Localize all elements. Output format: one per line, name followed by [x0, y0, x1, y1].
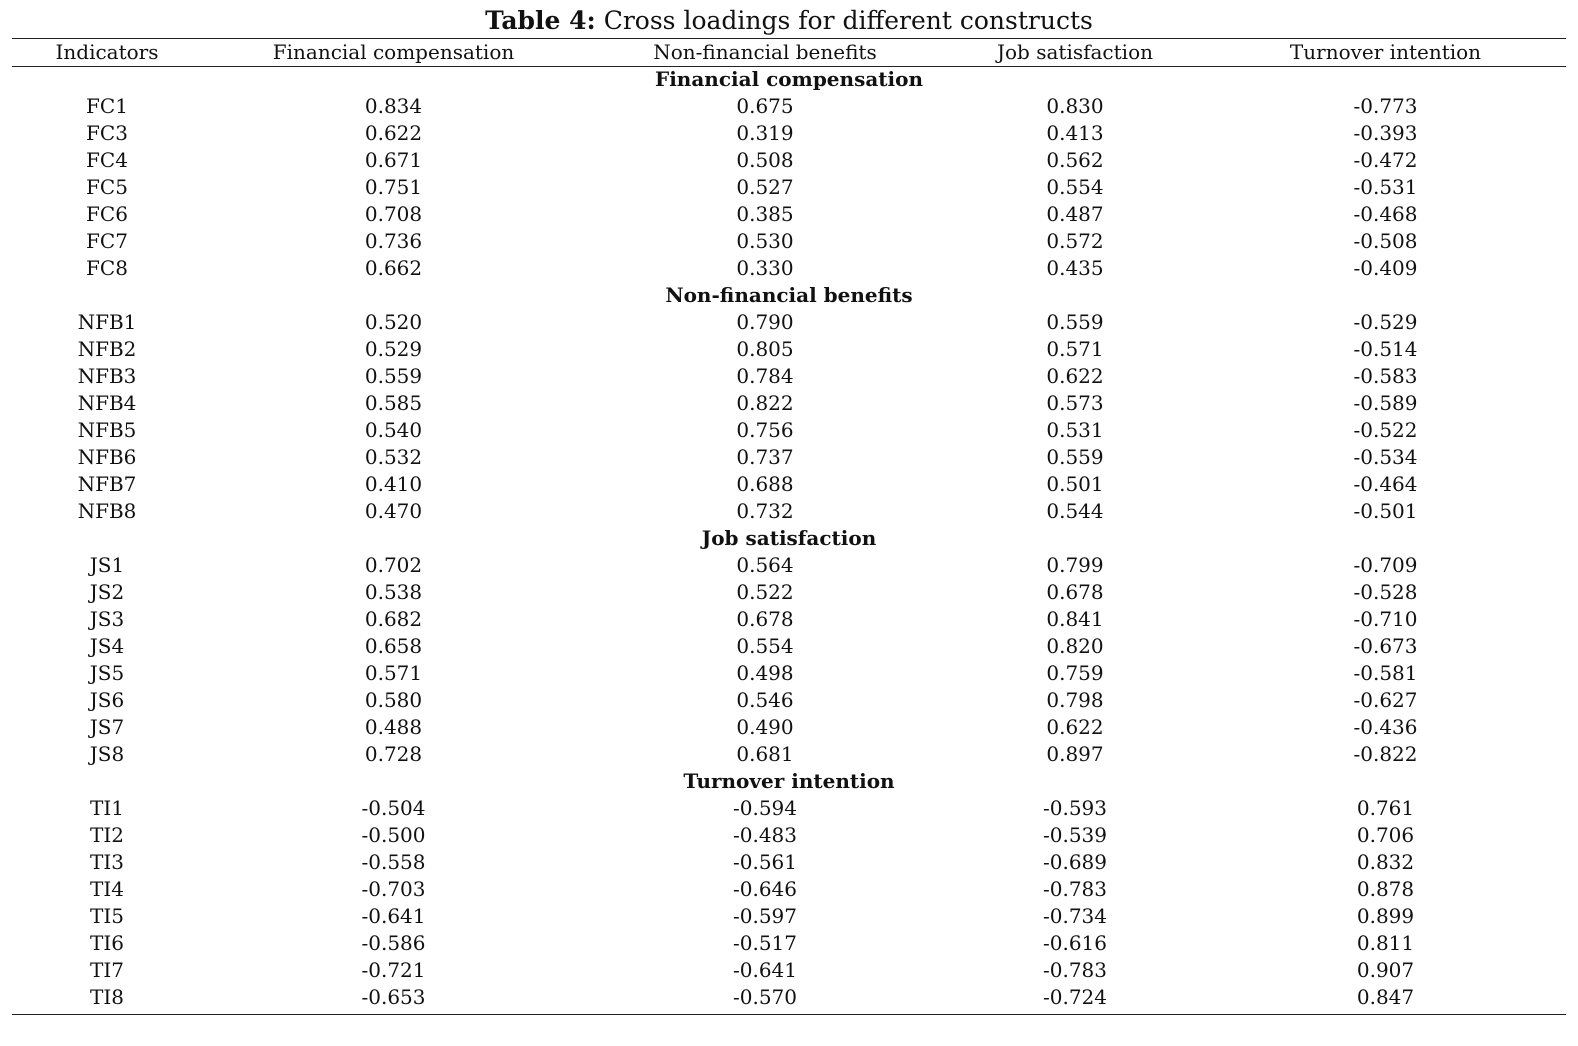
indicator-cell: TI6	[90, 931, 124, 955]
financial-compensation-cell: 0.702	[364, 553, 423, 577]
indicator-cell: TI5	[90, 904, 124, 928]
turnover-intention-cell: -0.393	[1353, 121, 1418, 145]
turnover-intention-cell: -0.583	[1353, 364, 1418, 388]
job-satisfaction-cell: 0.573	[1046, 391, 1104, 415]
table-row	[12, 471, 1566, 498]
non-financial-benefits-cell: -0.561	[732, 850, 797, 874]
table-row	[12, 687, 1566, 714]
table-body	[12, 66, 1566, 1011]
job-satisfaction-cell: 0.572	[1046, 229, 1104, 253]
turnover-intention-cell: -0.468	[1353, 202, 1418, 226]
non-financial-benefits-cell: -0.570	[732, 985, 797, 1009]
turnover-intention-cell: -0.501	[1353, 499, 1418, 523]
financial-compensation-cell: -0.500	[361, 823, 426, 847]
group-header-row	[12, 525, 1566, 552]
table-row	[12, 120, 1566, 147]
job-satisfaction-cell: -0.616	[1042, 931, 1107, 955]
indicator-cell: JS2	[89, 580, 125, 604]
group-title: Job satisfaction	[701, 526, 877, 550]
job-satisfaction-cell: 0.798	[1046, 688, 1104, 712]
financial-compensation-cell: 0.622	[364, 121, 423, 145]
turnover-intention-cell: -0.531	[1353, 175, 1418, 199]
column-header-financial-compensation: Financial compensation	[272, 40, 515, 64]
job-satisfaction-cell: 0.435	[1046, 256, 1104, 280]
financial-compensation-cell: 0.682	[364, 607, 423, 631]
indicator-cell: NFB8	[77, 499, 137, 523]
job-satisfaction-cell: -0.724	[1042, 985, 1107, 1009]
indicator-cell: JS5	[89, 661, 125, 685]
job-satisfaction-cell: 0.544	[1046, 499, 1104, 523]
indicator-cell: NFB6	[77, 445, 137, 469]
indicator-cell: JS4	[89, 634, 125, 658]
table-caption-text: Cross loadings for different constructs	[603, 6, 1093, 35]
job-satisfaction-cell: 0.487	[1046, 202, 1104, 226]
table-row	[12, 174, 1566, 201]
non-financial-benefits-cell: 0.530	[736, 229, 794, 253]
turnover-intention-cell: -0.514	[1353, 337, 1418, 361]
job-satisfaction-cell: 0.562	[1046, 148, 1104, 172]
non-financial-benefits-cell: 0.737	[736, 445, 794, 469]
turnover-intention-cell: -0.436	[1353, 715, 1418, 739]
non-financial-benefits-cell: 0.681	[736, 742, 794, 766]
indicator-cell: NFB4	[77, 391, 137, 415]
turnover-intention-cell: -0.522	[1353, 418, 1418, 442]
job-satisfaction-cell: 0.830	[1046, 94, 1104, 118]
indicator-cell: JS1	[89, 553, 125, 577]
turnover-intention-cell: -0.529	[1353, 310, 1418, 334]
indicator-cell: NFB2	[77, 337, 137, 361]
financial-compensation-cell: -0.586	[361, 931, 426, 955]
turnover-intention-cell: 0.832	[1356, 850, 1415, 874]
table-row	[12, 741, 1566, 768]
job-satisfaction-cell: -0.539	[1042, 823, 1107, 847]
non-financial-benefits-cell: 0.732	[736, 499, 794, 523]
non-financial-benefits-cell: 0.498	[736, 661, 794, 685]
financial-compensation-cell: -0.558	[361, 850, 426, 874]
financial-compensation-cell: -0.641	[361, 904, 426, 928]
job-satisfaction-cell: 0.559	[1046, 445, 1104, 469]
table-caption	[0, 6, 1578, 36]
indicator-cell: FC8	[86, 256, 128, 280]
job-satisfaction-cell: 0.799	[1046, 553, 1104, 577]
non-financial-benefits-cell: 0.385	[736, 202, 794, 226]
column-header-job-satisfaction: Job satisfaction	[997, 40, 1153, 64]
turnover-intention-cell: -0.673	[1353, 634, 1418, 658]
indicator-cell: FC7	[86, 229, 128, 253]
non-financial-benefits-cell: 0.527	[736, 175, 794, 199]
job-satisfaction-cell: 0.759	[1046, 661, 1104, 685]
indicator-cell: NFB7	[77, 472, 137, 496]
financial-compensation-cell: 0.529	[364, 337, 423, 361]
table-header	[12, 39, 1566, 66]
non-financial-benefits-cell: 0.678	[736, 607, 794, 631]
table-row	[12, 390, 1566, 417]
table-row	[12, 633, 1566, 660]
financial-compensation-cell: 0.520	[364, 310, 423, 334]
financial-compensation-cell: 0.662	[364, 256, 423, 280]
non-financial-benefits-cell: -0.483	[732, 823, 797, 847]
turnover-intention-cell: 0.706	[1356, 823, 1415, 847]
turnover-intention-cell: -0.409	[1353, 256, 1418, 280]
turnover-intention-cell: -0.534	[1353, 445, 1418, 469]
turnover-intention-cell: -0.709	[1353, 553, 1418, 577]
non-financial-benefits-cell: 0.319	[736, 121, 794, 145]
indicator-cell: FC3	[86, 121, 128, 145]
non-financial-benefits-cell: -0.517	[732, 931, 797, 955]
non-financial-benefits-cell: 0.508	[736, 148, 794, 172]
indicator-cell: NFB3	[77, 364, 137, 388]
non-financial-benefits-cell: 0.756	[736, 418, 794, 442]
bottom-rule	[12, 1014, 1566, 1015]
table-row	[12, 498, 1566, 525]
turnover-intention-cell: -0.472	[1353, 148, 1418, 172]
group-title: Non-financial benefits	[665, 283, 913, 307]
financial-compensation-cell: 0.658	[364, 634, 423, 658]
indicator-cell: NFB5	[77, 418, 137, 442]
turnover-intention-cell: 0.899	[1356, 904, 1415, 928]
indicator-cell: TI7	[90, 958, 124, 982]
indicator-cell: JS7	[89, 715, 125, 739]
financial-compensation-cell: -0.653	[361, 985, 426, 1009]
table-row	[12, 660, 1566, 687]
indicator-cell: TI8	[90, 985, 124, 1009]
indicator-cell: JS6	[89, 688, 125, 712]
non-financial-benefits-cell: -0.646	[732, 877, 797, 901]
table-row	[12, 552, 1566, 579]
non-financial-benefits-cell: -0.641	[732, 958, 797, 982]
table-row	[12, 147, 1566, 174]
job-satisfaction-cell: 0.571	[1046, 337, 1104, 361]
job-satisfaction-cell: 0.622	[1046, 715, 1104, 739]
job-satisfaction-cell: -0.734	[1042, 904, 1107, 928]
non-financial-benefits-cell: 0.330	[736, 256, 794, 280]
financial-compensation-cell: 0.559	[364, 364, 423, 388]
financial-compensation-cell: -0.504	[361, 796, 426, 820]
non-financial-benefits-cell: 0.564	[736, 553, 794, 577]
table-row	[12, 93, 1566, 120]
table-row	[12, 444, 1566, 471]
indicator-cell: FC1	[86, 94, 128, 118]
job-satisfaction-cell: 0.678	[1046, 580, 1104, 604]
turnover-intention-cell: -0.581	[1353, 661, 1418, 685]
group-header-row	[12, 768, 1566, 795]
job-satisfaction-cell: 0.841	[1046, 607, 1104, 631]
non-financial-benefits-cell: -0.597	[732, 904, 797, 928]
column-header-indicators: Indicators	[55, 40, 159, 64]
turnover-intention-cell: -0.822	[1353, 742, 1418, 766]
financial-compensation-cell: -0.721	[361, 958, 426, 982]
non-financial-benefits-cell: 0.675	[736, 94, 794, 118]
turnover-intention-cell: -0.508	[1353, 229, 1418, 253]
indicator-cell: FC5	[86, 175, 128, 199]
table-row	[12, 903, 1566, 930]
job-satisfaction-cell: -0.689	[1042, 850, 1107, 874]
turnover-intention-cell: 0.847	[1356, 985, 1415, 1009]
table-row	[12, 795, 1566, 822]
turnover-intention-cell: -0.627	[1353, 688, 1418, 712]
indicator-cell: TI2	[90, 823, 124, 847]
job-satisfaction-cell: -0.783	[1042, 958, 1107, 982]
table-row	[12, 606, 1566, 633]
table-row	[12, 876, 1566, 903]
financial-compensation-cell: 0.470	[364, 499, 423, 523]
indicator-cell: TI1	[90, 796, 124, 820]
job-satisfaction-cell: 0.413	[1046, 121, 1104, 145]
job-satisfaction-cell: 0.531	[1046, 418, 1104, 442]
turnover-intention-cell: 0.811	[1356, 931, 1415, 955]
financial-compensation-cell: 0.540	[364, 418, 423, 442]
financial-compensation-cell: 0.728	[364, 742, 423, 766]
table-row	[12, 579, 1566, 606]
table-row	[12, 849, 1566, 876]
table-row	[12, 417, 1566, 444]
turnover-intention-cell: 0.878	[1356, 877, 1415, 901]
non-financial-benefits-cell: 0.805	[736, 337, 794, 361]
financial-compensation-cell: 0.834	[364, 94, 423, 118]
non-financial-benefits-cell: 0.688	[736, 472, 794, 496]
column-header-turnover-intention: Turnover intention	[1289, 40, 1482, 64]
financial-compensation-cell: 0.671	[364, 148, 423, 172]
financial-compensation-cell: 0.538	[364, 580, 423, 604]
table-row	[12, 822, 1566, 849]
non-financial-benefits-cell: 0.822	[736, 391, 794, 415]
table-row	[12, 309, 1566, 336]
financial-compensation-cell: 0.736	[364, 229, 423, 253]
indicator-cell: FC6	[86, 202, 128, 226]
job-satisfaction-cell: -0.783	[1042, 877, 1107, 901]
job-satisfaction-cell: 0.897	[1046, 742, 1104, 766]
non-financial-benefits-cell: 0.784	[736, 364, 794, 388]
table-caption-label: Table 4:	[485, 6, 596, 35]
financial-compensation-cell: 0.488	[364, 715, 423, 739]
financial-compensation-cell: 0.410	[364, 472, 423, 496]
group-title: Turnover intention	[683, 769, 895, 793]
group-header-row	[12, 282, 1566, 309]
turnover-intention-cell: -0.710	[1353, 607, 1418, 631]
turnover-intention-cell: -0.464	[1353, 472, 1418, 496]
non-financial-benefits-cell: 0.522	[736, 580, 794, 604]
turnover-intention-cell: 0.907	[1356, 958, 1415, 982]
column-header-non-financial-benefits: Non-financial benefits	[653, 40, 877, 64]
job-satisfaction-cell: 0.820	[1046, 634, 1104, 658]
table-row	[12, 336, 1566, 363]
turnover-intention-cell: 0.761	[1356, 796, 1415, 820]
job-satisfaction-cell: -0.593	[1042, 796, 1107, 820]
table-row	[12, 201, 1566, 228]
table-row	[12, 984, 1566, 1011]
group-title: Financial compensation	[655, 67, 923, 91]
turnover-intention-cell: -0.589	[1353, 391, 1418, 415]
non-financial-benefits-cell: 0.546	[736, 688, 794, 712]
financial-compensation-cell: 0.585	[364, 391, 423, 415]
financial-compensation-cell: 0.751	[364, 175, 423, 199]
header-row	[12, 39, 1566, 66]
indicator-cell: JS8	[89, 742, 125, 766]
indicator-cell: TI4	[90, 877, 124, 901]
table-row	[12, 363, 1566, 390]
financial-compensation-cell: 0.580	[364, 688, 423, 712]
job-satisfaction-cell: 0.559	[1046, 310, 1104, 334]
indicator-cell: FC4	[86, 148, 128, 172]
turnover-intention-cell: -0.528	[1353, 580, 1418, 604]
indicator-cell: NFB1	[77, 310, 137, 334]
table-row	[12, 255, 1566, 282]
financial-compensation-cell: 0.532	[364, 445, 423, 469]
cross-loadings-table	[12, 39, 1566, 1011]
job-satisfaction-cell: 0.622	[1046, 364, 1104, 388]
job-satisfaction-cell: 0.554	[1046, 175, 1104, 199]
financial-compensation-cell: 0.571	[364, 661, 423, 685]
indicator-cell: TI3	[90, 850, 124, 874]
non-financial-benefits-cell: 0.790	[736, 310, 794, 334]
job-satisfaction-cell: 0.501	[1046, 472, 1104, 496]
indicator-cell: JS3	[89, 607, 125, 631]
header-rule	[12, 66, 1566, 67]
non-financial-benefits-cell: -0.594	[732, 796, 797, 820]
financial-compensation-cell: -0.703	[361, 877, 426, 901]
table-row	[12, 957, 1566, 984]
non-financial-benefits-cell: 0.554	[736, 634, 794, 658]
group-header-row	[12, 66, 1566, 93]
financial-compensation-cell: 0.708	[364, 202, 423, 226]
table-row	[12, 228, 1566, 255]
table-row	[12, 714, 1566, 741]
table-row	[12, 930, 1566, 957]
turnover-intention-cell: -0.773	[1353, 94, 1418, 118]
non-financial-benefits-cell: 0.490	[736, 715, 794, 739]
